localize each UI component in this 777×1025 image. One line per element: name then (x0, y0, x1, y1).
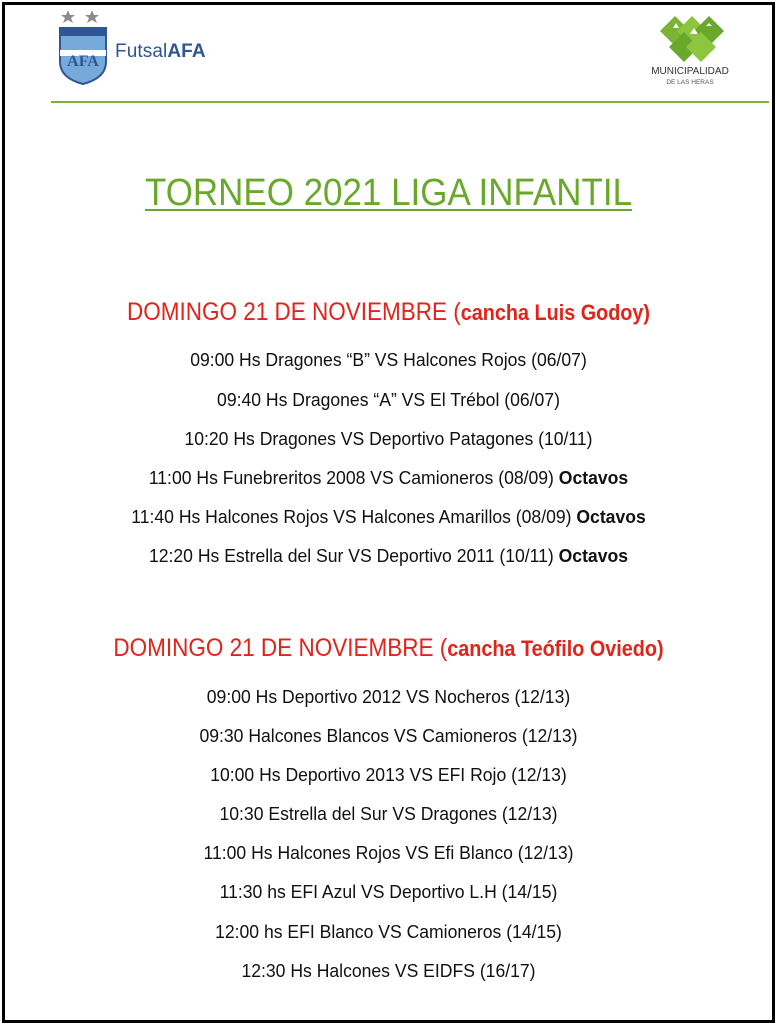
page-title: TORNEO 2021 LIGA INFANTIL (144, 172, 633, 214)
wordmark-regular: Futsal (115, 41, 168, 62)
match-text: 12:20 Hs Estrella del Sur VS Deportivo 2011 (10/11) (148, 545, 559, 566)
muni-name: MUNICIPALIDAD (651, 66, 729, 77)
match-text: 11:30 hs EFI Azul VS Deportivo L.H (14/15) (219, 881, 558, 902)
match-tag: Octavos (558, 467, 629, 488)
match-tag: Octavos (558, 545, 629, 566)
section-venue: cancha Teófilo Oviedo) (447, 636, 664, 661)
match-row (19, 428, 757, 450)
match-row (19, 506, 757, 528)
match-row (19, 389, 757, 411)
match-tag: Octavos (576, 506, 646, 527)
match-row (19, 881, 757, 903)
match-text: 12:00 hs EFI Blanco VS Camioneros (14/15) (215, 921, 562, 942)
municipalidad-logo (640, 14, 740, 88)
wordmark-bold: AFA (167, 41, 206, 62)
match-row (19, 921, 757, 943)
section-heading-luis-godoy (39, 298, 738, 327)
match-text: 11:40 Hs Halcones Rojos VS Halcones Amarillos (08/09) (131, 506, 577, 527)
match-row (19, 467, 757, 489)
section-date: DOMINGO 21 DE NOVIEMBRE ( (126, 298, 461, 326)
match-text: 09:30 Halcones Blancos VS Camioneros (12/13) (199, 725, 578, 746)
muni-sub: DE LAS HERAS (666, 79, 714, 86)
match-text: 09:00 Hs Dragones “B” VS Halcones Rojos (06/07) (190, 349, 587, 370)
match-row (19, 349, 757, 371)
match-text: 12:30 Hs Halcones VS EIDFS (16/17) (241, 960, 536, 981)
section-heading-teofilo-oviedo (39, 634, 738, 663)
match-row (19, 764, 757, 786)
match-text: 10:20 Hs Dragones VS Deportivo Patagones (10/11) (184, 428, 593, 449)
match-text: 11:00 Hs Halcones Rojos VS Efi Blanco (12/13) (203, 842, 574, 863)
match-row (19, 725, 757, 747)
section-venue: cancha Luis Godoy) (460, 300, 651, 325)
section-date: DOMINGO 21 DE NOVIEMBRE ( (113, 634, 448, 662)
header-divider (51, 101, 769, 103)
match-row (19, 545, 757, 567)
match-text: 10:00 Hs Deportivo 2013 VS EFI Rojo (12/13) (210, 764, 567, 785)
match-row (19, 842, 757, 864)
afa-crest-logo (56, 6, 110, 86)
afa-monogram: AFA (67, 53, 99, 70)
match-row (19, 686, 757, 708)
futsal-afa-wordmark (115, 41, 206, 63)
match-row (19, 960, 757, 982)
match-text: 10:30 Estrella del Sur VS Dragones (12/13) (219, 803, 558, 824)
match-text: 09:40 Hs Dragones “A” VS El Trébol (06/07) (217, 389, 560, 410)
match-text: 09:00 Hs Deportivo 2012 VS Nocheros (12/13) (206, 686, 571, 707)
match-text: 11:00 Hs Funebreritos 2008 VS Camioneros (08/09) (148, 467, 559, 488)
match-row (19, 803, 757, 825)
